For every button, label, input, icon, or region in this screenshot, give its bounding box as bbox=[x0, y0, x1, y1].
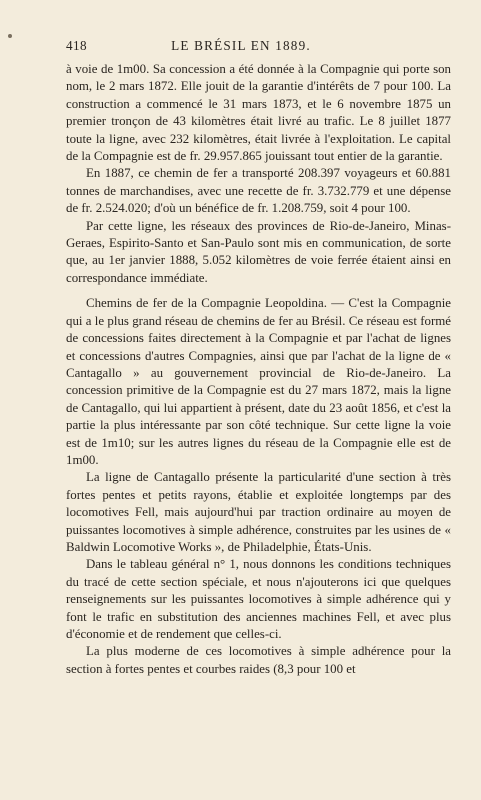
paragraph-leopoldina: Chemins de fer de la Compagnie Leopoldina. — C'est la Compagnie qui a le plus grand réseau de chemins de fer au Brésil. Ce réseau est formé de concessions faites directement à la Compagnie et par l'achat de lignes et concessions d'autres Compagnies, ainsi que par l'achat de la ligne de « Cantagallo » au gouvernement provincial de Rio-de-Janeiro. La concession primitive de la Compagnie est du 27 mars 1872, mais la ligne de Cantagallo, qui lui appartient à présent, date du 23 août 1856, et c'est la partie la plus intéressante par son côté technique. Sur cette ligne la voie est de 1m10; sur les autres lignes du réseau de la Compagnie elle est de 1m00. bbox=[66, 296, 451, 467]
paragraph-7: La plus moderne de ces locomotives à simple adhérence pour la section à fortes pentes et courbes raides (8,3 pour 100 et bbox=[66, 644, 451, 676]
paragraph-2: En 1887, ce chemin de fer a transporté 208.397 voyageurs et 60.881 tonnes de marchandises, avec une recette de fr. 3.732.779 et une dépense de fr. 2.524.020; d'où un bénéfice de fr. 1.208.759, soit 4 pour 100. bbox=[66, 166, 451, 216]
running-header bbox=[66, 38, 451, 54]
paragraph-1: à voie de 1m00. Sa concession a été donnée à la Compagnie qui porte son nom, le 2 mars 1872. Elle jouit de la garantie d'intérêts de 7 pour 100. La construction a commencé le 31 mars 1873, et le 6 novembre 1875 un premier tronçon de 43 kilomètres était livré au trafic. Le 8 juillet 1877 toute la ligne, avec 232 kilomètres, était livrée à l'exploitation. Le capital de la Compagnie est de fr. 29.957.865 jouissant tout entier de la garantie. bbox=[66, 62, 451, 164]
paragraph-3: Par cette ligne, les réseaux des provinces de Rio-de-Janeiro, Minas-Geraes, Espirito-Santo et San-Paulo sont mis en communication, de sorte que, au 1er janvier 1888, 5.052 kilomètres de voie ferrée étaient ainsi en correspondance immédiate. bbox=[66, 218, 451, 285]
running-title: LE BRÉSIL EN 1889. bbox=[171, 38, 311, 53]
page-number: 418 bbox=[66, 38, 87, 53]
page-speck bbox=[8, 34, 12, 38]
paragraph-5: La ligne de Cantagallo présente la particularité d'une section à très fortes pentes et petits rayons, établie et exploitée longtemps par des locomotives Fell, mais aujourd'hui par traction ordinaire au moyen de puissantes locomotives à simple adhérence, construites par les usines de « Baldwin Locomotive Works », de Philadelphie, États-Unis. bbox=[66, 470, 451, 554]
paragraph-6: Dans le tableau général n° 1, nous donnons les conditions techniques du tracé de cette section spéciale, et nous n'ajouterons ici que quelques renseignements sur les puissantes locomotives à simple adhérence qui y font le trafic en substitution des anciennes machines Fell, et avec plus d'économie et de rendement que celles-ci. bbox=[66, 557, 451, 641]
